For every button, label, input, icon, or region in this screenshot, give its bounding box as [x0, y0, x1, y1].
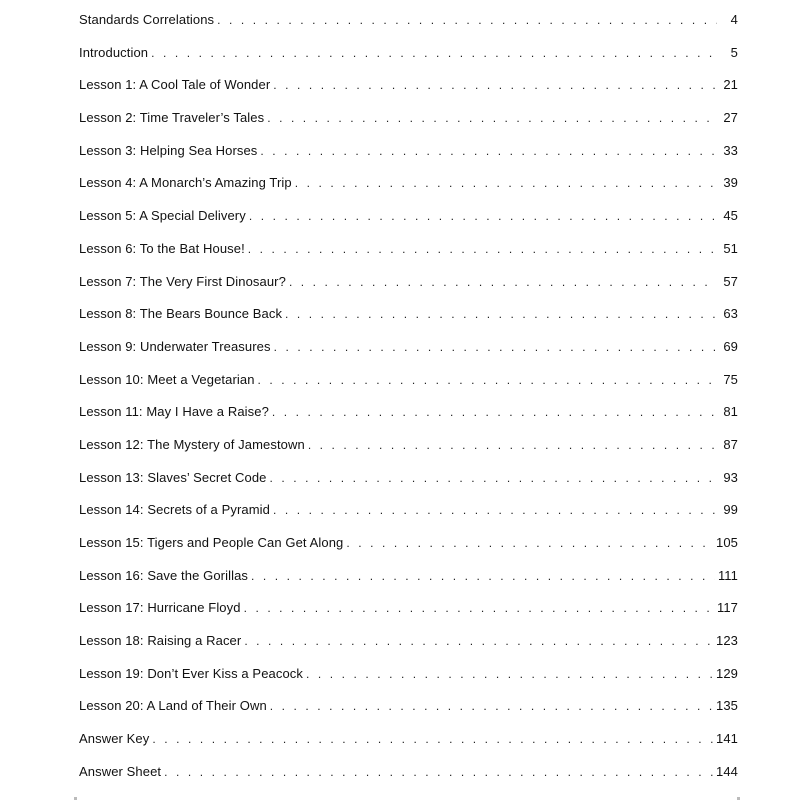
toc-entry-page-number: 129	[716, 665, 738, 681]
dot-leader	[295, 173, 717, 193]
dot-leader	[270, 696, 713, 716]
toc-entry	[79, 598, 738, 631]
dot-leader	[151, 43, 717, 63]
dot-leader	[267, 108, 717, 128]
toc-entry	[79, 141, 738, 174]
dot-leader	[251, 566, 715, 586]
toc-entry-page-number: 27	[723, 110, 738, 126]
toc-entry-title: Lesson 15: Tigers and People Can Get Along	[79, 535, 344, 550]
toc-entry-page-number: 93	[723, 469, 738, 485]
toc-entry-title: Lesson 11: May I Have a Raise?	[79, 404, 269, 420]
toc-entry-title: Lesson 2: Time Traveler’s Tales	[79, 110, 265, 126]
toc-entry-title: Lesson 20: A Land of Their Own	[79, 698, 267, 714]
dot-leader	[346, 533, 713, 553]
toc-entry-page-number: 75	[723, 371, 738, 387]
toc-entry-page-number: 117	[716, 600, 738, 616]
toc-entry-title: Lesson 17: Hurricane Floyd	[79, 600, 241, 616]
toc-entry-title: Lesson 1: A Cool Tale of Wonder	[79, 77, 271, 93]
toc-entry-page-number: 69	[723, 338, 738, 354]
dot-leader	[273, 75, 717, 95]
toc-entry-title: Answer Sheet	[79, 763, 162, 779]
toc-entry-title: Lesson 13: Slaves’ Secret Code	[79, 469, 267, 485]
dot-leader	[308, 435, 717, 455]
toc-entry	[79, 239, 738, 272]
dot-leader	[285, 304, 717, 324]
toc-entry	[79, 173, 738, 206]
toc-entry-title: Lesson 7: The Very First Dinosaur?	[79, 273, 286, 289]
dot-leader	[289, 272, 717, 292]
toc-entry-title: Lesson 5: A Special Delivery	[79, 208, 246, 224]
toc-entry	[79, 206, 738, 239]
toc-entry-page-number: 51	[723, 240, 738, 256]
toc-entry	[79, 108, 738, 141]
toc-entry-title: Lesson 16: Save the Gorillas	[79, 567, 249, 583]
toc-entry-title: Lesson 4: A Monarch’s Amazing Trip	[79, 175, 292, 191]
toc-entry-title: Lesson 6: To the Bat House!	[79, 240, 245, 256]
toc-entry-title: Lesson 19: Don’t Ever Kiss a Peacock	[79, 665, 303, 681]
toc-entry-title: Lesson 14: Secrets of a Pyramid	[79, 502, 270, 518]
toc-entry	[79, 664, 738, 697]
toc-entry-title: Standards Correlations	[79, 12, 215, 27]
toc-entry	[79, 337, 738, 370]
toc-entry	[79, 10, 738, 43]
toc-entry-page-number: 87	[723, 436, 738, 452]
dot-leader	[164, 762, 713, 782]
toc-entry	[79, 272, 738, 305]
toc-entry-page-number: 45	[723, 208, 738, 224]
toc-entry	[79, 75, 738, 108]
dot-leader	[258, 370, 717, 390]
toc-entry	[79, 468, 738, 501]
toc-entry-page-number: 39	[723, 175, 738, 191]
dot-leader	[244, 631, 713, 651]
toc-entry-page-number: 33	[723, 142, 738, 158]
dot-leader	[260, 141, 717, 161]
toc-entry	[79, 43, 738, 76]
toc-entry	[79, 762, 738, 795]
toc-entry-page-number: 135	[716, 698, 738, 714]
toc-entry-page-number: 111	[717, 567, 738, 583]
toc-entry-title: Introduction	[79, 44, 149, 60]
dot-leader	[272, 402, 717, 422]
dot-leader	[274, 337, 717, 357]
toc-entry	[79, 696, 738, 729]
dot-leader	[249, 206, 717, 226]
toc-entry-title: Lesson 9: Underwater Treasures	[79, 338, 271, 354]
toc-entry-page-number: 144	[716, 763, 738, 779]
toc-entry	[79, 304, 738, 337]
dot-leader	[152, 729, 713, 749]
toc-entry	[79, 566, 738, 599]
toc-entry-title: Lesson 3: Helping Sea Horses	[79, 142, 258, 158]
toc-entry	[79, 729, 738, 762]
toc-entry-page-number: 105	[716, 535, 738, 550]
toc-entry-title: Answer Key	[79, 731, 150, 747]
toc-entry-page-number: 5	[730, 44, 738, 60]
toc-entry-title: Lesson 18: Raising a Racer	[79, 633, 242, 649]
dot-leader	[306, 664, 713, 684]
toc-entry-page-number: 63	[723, 306, 738, 322]
toc-entry	[79, 402, 738, 435]
toc-entry-title: Lesson 8: The Bears Bounce Back	[79, 306, 283, 322]
toc-entry-page-number: 21	[723, 77, 738, 93]
toc-entry-page-number: 81	[723, 404, 738, 420]
dot-leader	[248, 239, 717, 259]
dot-leader	[270, 468, 717, 488]
toc-entry-page-number: 99	[723, 502, 738, 518]
toc-entry-title: Lesson 10: Meet a Vegetarian	[79, 371, 255, 387]
toc-entry-page-number: 57	[723, 273, 738, 289]
toc-entry	[79, 435, 738, 468]
toc-entry	[79, 533, 738, 566]
page-bottom-edge	[74, 794, 740, 800]
toc-entry-title: Lesson 12: The Mystery of Jamestown	[79, 436, 305, 452]
toc-entry	[79, 500, 738, 533]
toc-entry-page-number: 123	[716, 633, 738, 649]
toc-entry-page-number: 141	[716, 731, 738, 747]
dot-leader	[244, 598, 714, 618]
toc-entry	[79, 370, 738, 403]
toc-entry-page-number: 4	[730, 12, 738, 27]
dot-leader	[217, 10, 717, 30]
toc-entry	[79, 631, 738, 664]
table-of-contents	[79, 10, 738, 795]
dot-leader	[273, 500, 717, 520]
